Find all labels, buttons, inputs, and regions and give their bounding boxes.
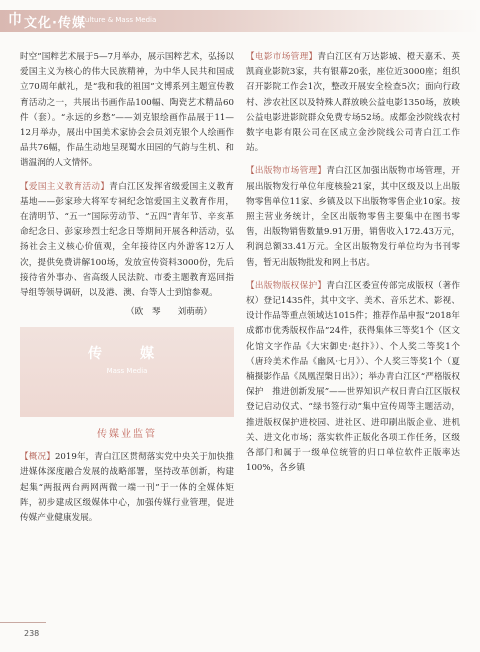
paragraph: 【爱国主义教育活动】青白江区发挥省级爱国主义教育基地——彭家珍大将军专祠纪念馆爱国主义教育作用，在清明节、“五一”国际劳动节、“五四”青年节、辛亥革命纪念日、彭家珍烈士纪念日等期间开展各种活动，弘扬社会主义核心价值观，全年接待区内外游客12万人次，提供免费讲解100场，发放宣传资料3000份，先后接待省外事办、省高级人民法院、市委主题教育巡回指导组等领导调研，以及港、澳、台等人士到馆参观。 xyxy=(20,181,234,299)
entry-tag: 【爱国主义教育活动】 xyxy=(20,181,110,192)
banner-title: 传 媒 xyxy=(88,346,166,363)
right-column xyxy=(246,50,460,484)
paragraph: 时空”国粹艺术展于5—7月举办，展示国粹艺术，弘扬以爱国主义为核心的伟大民族精神，为中华人民共和国成立70周年献礼，是“我和我的祖国”文博系列主题宣传教育活动之一，共展出书画作品100幅、陶瓷艺术精品60件（套）。“永远的乡愁”——刘克银绘画作品展于11—12月举办，展出中国美术家协会会员刘克银个人绘画作品共76幅，作品生动地呈现蜀水田园的气韵与生机、和谐温润的人文情怀。 xyxy=(20,52,234,169)
paragraph: 【概况】2019年，青白江区贯彻落实党中央关于加快推进媒体深度融合发展的战略部署，坚持改革创新，构建起集“两报两台两网两微一端一刊”于一体的全媒体矩阵，初步建成区级媒体中心，加强传媒行业管理，促进传媒产业健康发展。 xyxy=(20,452,234,524)
section-title: 文化·传媒 xyxy=(24,16,86,31)
entry-tag: 【出版物市场管理】 xyxy=(246,166,327,177)
banner-subtitle: Mass Media xyxy=(106,367,148,376)
column-logo-icon: 巾 xyxy=(8,12,22,28)
left-column xyxy=(20,50,234,534)
page-number: 238 xyxy=(24,629,40,638)
entry-tag: 【电影市场管理】 xyxy=(246,52,318,62)
footer-rule xyxy=(0,622,46,623)
page-header xyxy=(0,0,480,40)
paragraph: 【出版物市场管理】青白江区加强出版物市场管理，开展出版物发行单位年度核验21家，其中区级及以上出版物零售单位11家、乡镇及以下出版物零售企业10家。按照主营业务统计，全区出版物零售主要集中在图书零售，出版物销售数量9.91万册，销售收入172.43万元，利润总额33.41万元。全区出版物发行单位均为书刊零售，暂无出版物批发和网上书店。 xyxy=(246,166,460,268)
entry-tag: 【概况】 xyxy=(20,452,55,463)
section-subtitle: Culture & Mass Media xyxy=(80,16,157,24)
paragraph: 【出版物版权保护】青白江区委宣传部完成版权（著作权）登记1435件，其中文字、美术、音乐艺术、影视、设计作品等重点领域达1015件；推荐作品申报“2018年成都市优秀版权作品”24件，获得集体三等奖1个（区文化馆文字作品《大宋御史·赵抃》）、个人奖二等奖1个（唐玲美术作品《幽风·七月》）、个人奖三等奖1个（夏楠摄影作品《凤凰涅槃日出》）；举办青白江区“严格版权保护 推进创新发展”——世界知识产权日青白江区版权登记启动仪式、“绿书签行动”集中宣传周等主题活动，推进版权保护进校园、进社区、进印刷出版企业、进机关、进文化市场；落实软件正版化各项工作任务，区级各部门和属于一级单位统管的归口单位软件正版率达100%，各乡镇 xyxy=(246,280,460,474)
entry-tag: 【出版物版权保护】 xyxy=(246,280,327,291)
subsection-heading: 传媒业监管 xyxy=(97,429,157,441)
author-signature: （欧 琴 刘萌萌） xyxy=(126,307,212,318)
section-banner xyxy=(20,327,234,417)
paragraph: 【电影市场管理】青白江区有万达影城、橙天嘉禾、英凯商业影院3家，共有银幕20张，座位近3000座；组织召开影院工作会1次，整改开展安全检查5次；面向行政村、涉农社区以及特殊人群放映公益电影1350场，放映公益电影进影院群众免费专场52场。成都金沙院线农村数字电影有限公司在区成立金沙院线公司青白江工作站。 xyxy=(246,52,460,154)
